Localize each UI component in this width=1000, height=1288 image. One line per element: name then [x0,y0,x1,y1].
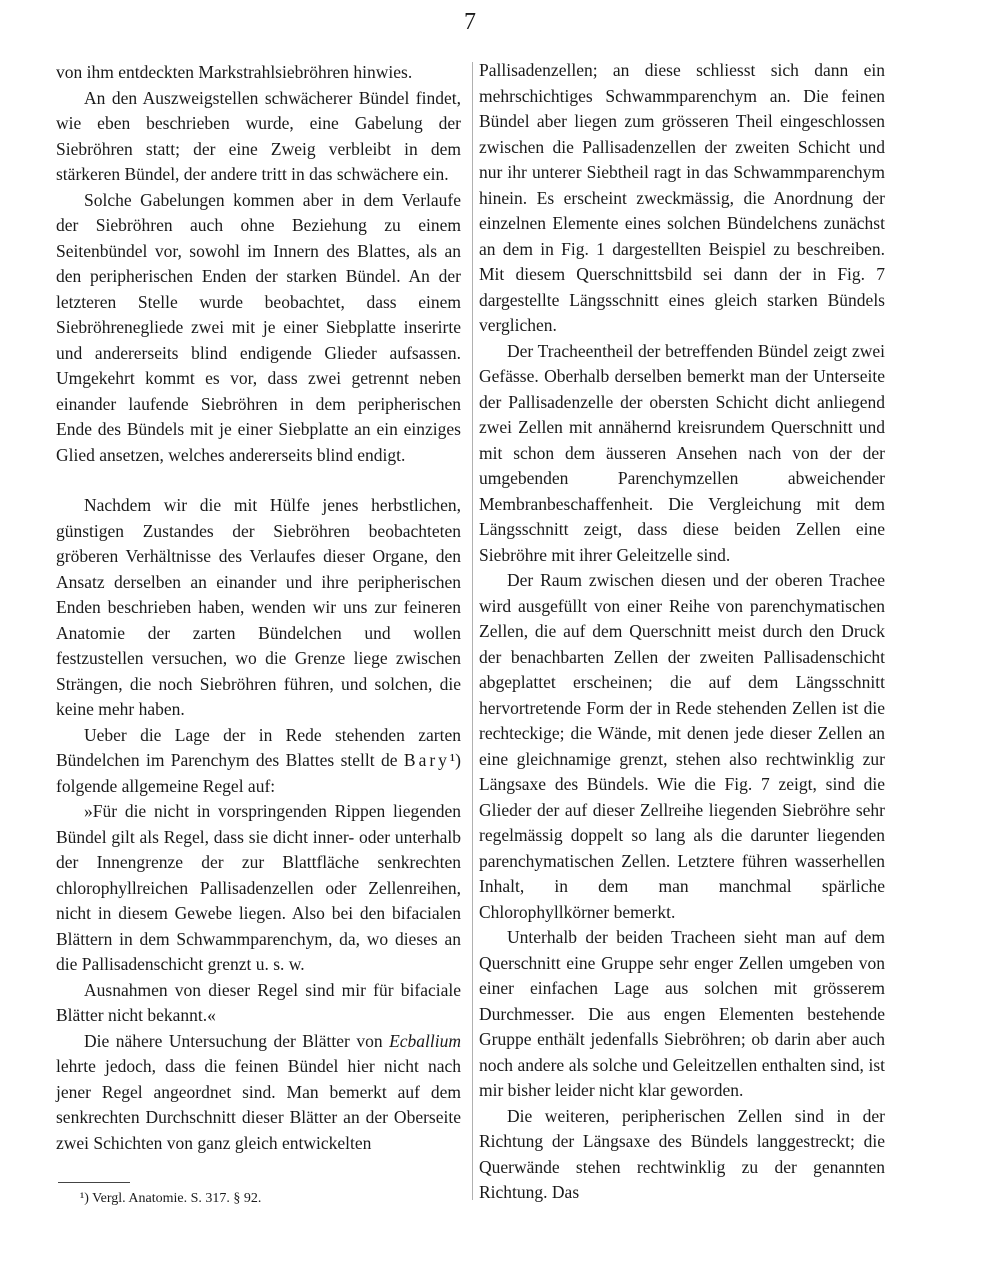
text-run: Ueber die Lage der in Rede stehenden zarten Bündelchen im Parenchym des Blattes stellt de [56,724,461,770]
paragraph: Solche Gabelungen kommen aber in dem Verlaufe der Siebröhren auch ohne Beziehung zu einem Seitenbündel vor, sowohl im Innern des Blattes, als an den peripherischen Enden der starken Bündel. An der letzteren Stelle wurde beobachtet, dass einem Siebröhrenegliede zwei mit je einer Siebplatte inserirte und andererseits blind endigende Glieder aufsassen. Umgekehrt kommt es vor, dass zwei getrennt neben einander laufende Siebröhren in dem peripherischen Ende des Bündels mit je einer Siebplatte an ein einziges Glied ansetzen, welches andererseits blind endigt. [56,189,461,465]
footnote: ¹) Vergl. Anatomie. S. 317. § 92. [80,1191,262,1206]
footnote-rule [58,1182,130,1183]
paragraph: Der Tracheentheil der betreffenden Bündel zeigt zwei Gefässe. Oberhalb derselben bemerkt man der Unterseite der Pallisadenzelle der obersten Schicht dicht anliegend zwei Zellen mit annähernd kreisrundem Querschnitt und mit schon dem äusseren Ansehen nach von der der umgebenden Parenchymzellen abweichender Membranbeschaffenheit. Die Vergleichung mit dem Längsschnitt zeigt, dass diese beiden Zellen eine Siebröhre mit ihrer Geleitzelle sind. [479,340,885,565]
paragraph: Pallisadenzellen; an diese schliesst sich dann ein mehrschichtiges Schwammparenchym an. Die feinen Bündel aber liegen zum grösseren Theil eingeschlossen zwischen die Pallisadenzellen der zweiten Schicht und nur ihr unterer Siebtheil ragt in das Schwammparenchym hinein. Es erscheint zweckmässig, die Anordnung der einzelnen Elemente eines solchen Bündelchens zunächst an dem in Fig. 1 dargestellten Beispiel zu beschreiben. Mit diesem Querschnittsbild sei dann der in Fig. 7 dargestellte Längsschnitt eines gleich starken Bündels verglichen. [479,60,885,335]
text-run: Die nähere Untersuchung der Blätter von [84,1030,390,1051]
paragraph: Die weiteren, peripherischen Zellen sind in der Richtung der Längsaxe des Bündels langgestreckt; die Querwände stehen rechtwinklig zu der genannten Richtung. Das [479,1105,885,1202]
right-column [479,58,885,1206]
quotation: Ausnahmen von dieser Regel sind mir für bifaciale Blätter nicht bekannt.« [56,979,461,1025]
left-column [56,60,461,1156]
section-gap [56,468,461,493]
paragraph [56,723,461,800]
paragraph: Der Raum zwischen diesen und der oberen Trachee wird ausgefüllt von einer Reihe von parenchymatischen Zellen, die auf dem Querschnitt meist durch den Druck der benachbarten Zellen der zweiten Pallisadenschicht abgeplattet erscheinen; die auf dem Längsschnitt hervortretende Form der in Rede stehenden Zellen ist die rechteckige; die Wände, mit denen jede dieser Zellen an eine gleichnamige grenzt, stehen also rechtwinklig zur Längsaxe des Bündels. Wie die Fig. 7 zeigt, sind die Glieder der auf dieser Zellreihe liegenden Siebröhre sehr regelmässig doppelt so lang als die darunter liegenden parenchymatischen Zellen. Letztere führen wasserhellen Inhalt, in dem man manchmal spärliche Chlorophyllkörner bemerkt. [479,570,885,922]
genus-name: Ecballium [389,1030,461,1051]
page-number: 7 [464,9,476,35]
paragraph: An den Auszweigstellen schwächerer Bündel findet, wie eben beschrieben wurde, eine Gabelung der Siebröhren statt; der eine Zweig verbleibt in dem stärkeren Bündel, der andere tritt in das schwächere ein. [56,87,461,184]
quotation: »Für die nicht in vorspringenden Rippen liegenden Bündel gilt als Regel, dass sie dicht inner- oder unterhalb der Innengrenze der zur Blattfläche senkrechten chlorophyllreichen Pallisadenzellen oder Zellenreihen, nicht in diesem Gewebe liegen. Also bei den bifacialen Blättern in dem Schwammparenchym, da, wo dieses an die Pallisadenschicht grenzt u. s. w. [56,801,461,974]
column-divider [472,62,473,1200]
paragraph: Nachdem wir die mit Hülfe jenes herbstlichen, günstigen Zustandes der Siebröhren beobachteten gröberen Verhältnisse des Verlaufes dieser Organe, den Ansatz derselben an einander und ihre peripherischen Enden beschrieben haben, wenden wir uns zur feineren Anatomie der zarten Bündelchen und wollen festzustellen versuchen, wo die Grenze liege zwischen Strängen, die noch Siebröhren führen, und solchen, die keine mehr haben. [56,495,461,719]
text-run: ¹) folgende allgemeine Regel auf: [56,750,461,796]
text-run: lehrte jedoch, dass die feinen Bündel hier nicht nach jener Regel angeordnet sind. Man bemerkt auf dem senkrechten Durchschnitt dieser Blätter an der Oberseite zwei Schichten von ganz gleich entwickelten [56,1056,461,1153]
paragraph [56,1029,461,1157]
author-name: Bary [403,750,450,770]
paragraph: von ihm entdeckten Markstrahlsiebröhren hinwies. [56,62,413,82]
paragraph: Unterhalb der beiden Tracheen sieht man auf dem Querschnitt eine Gruppe sehr enger Zellen umgeben von einer einfachen Lage aus solchen mit grösserem Durchmesser. Die aus engen Elementen bestehende Gruppe enthält jedenfalls Siebröhren; ob darin aber auch noch andere als solche und Geleitzellen enthalten sind, ist mir bisher leider nicht klar geworden. [479,927,885,1100]
